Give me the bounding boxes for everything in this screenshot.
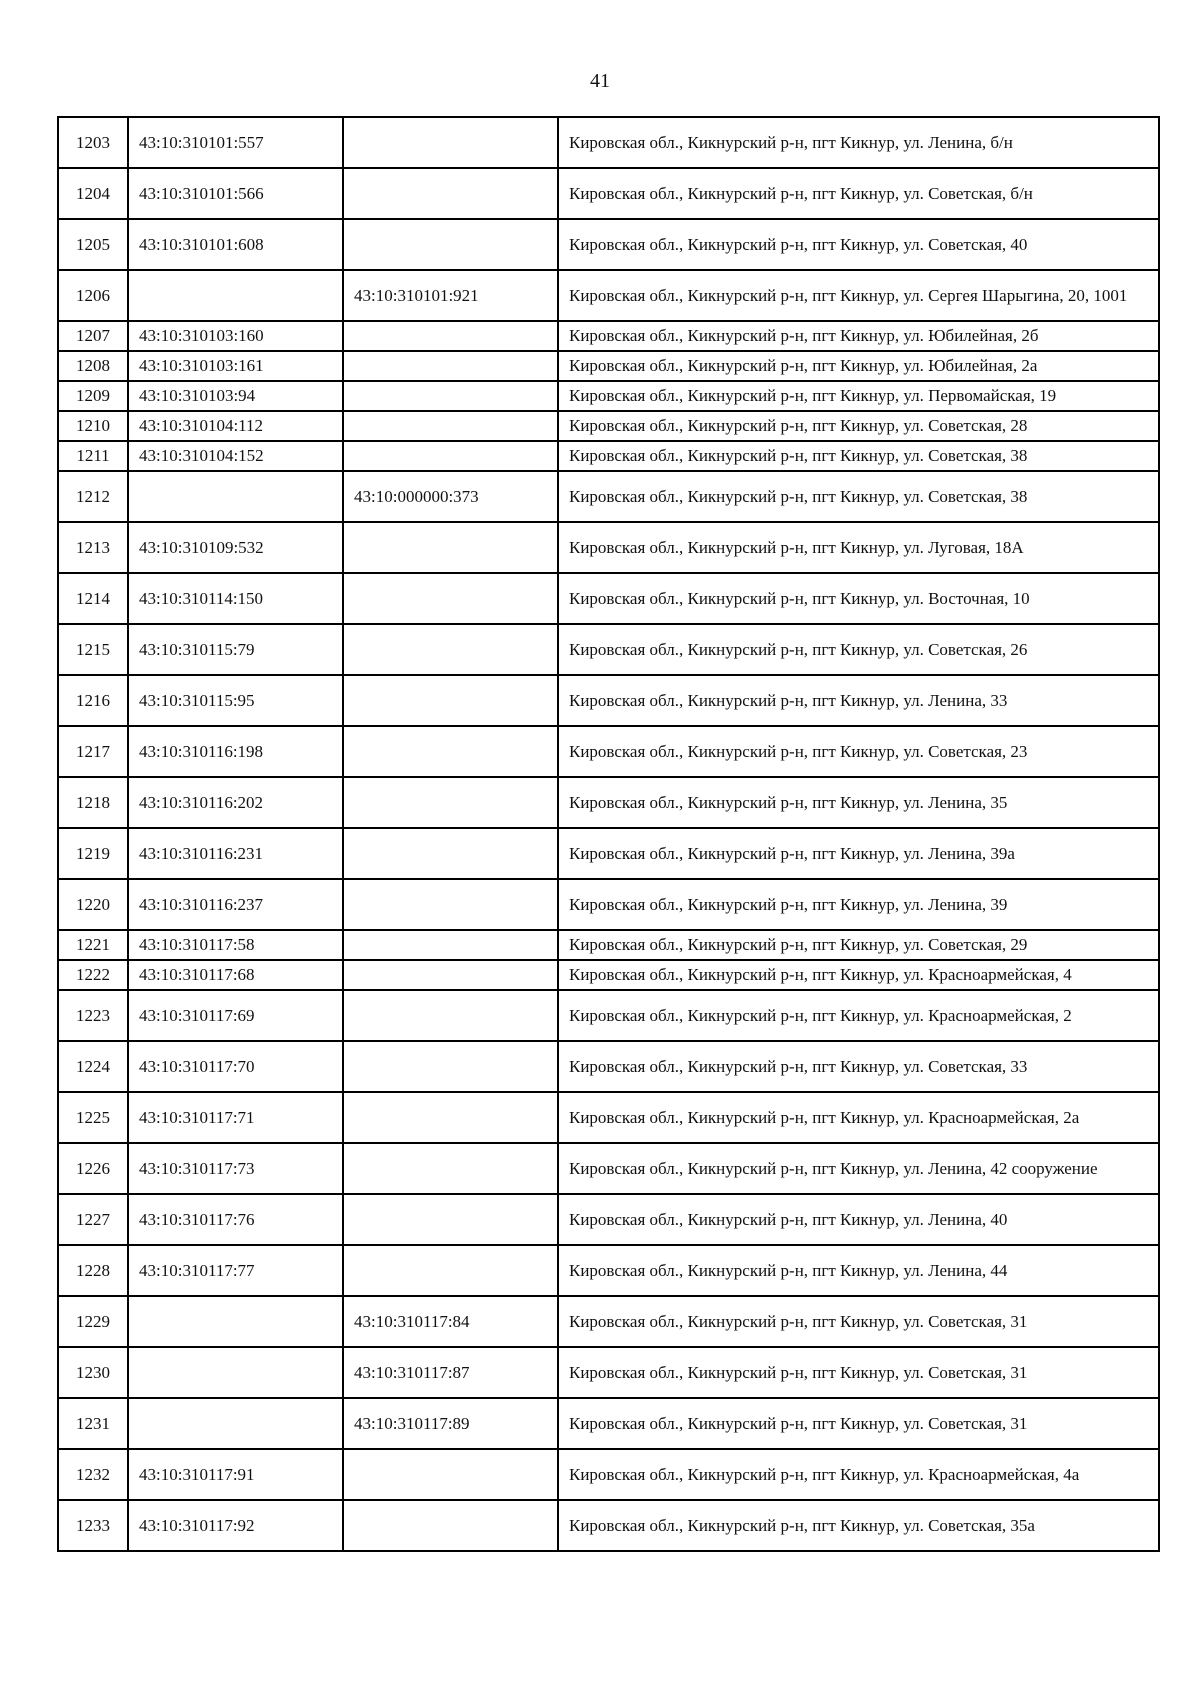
row-number-cell: 1215 xyxy=(58,624,128,675)
row-number-cell: 1213 xyxy=(58,522,128,573)
table-row xyxy=(58,411,1159,441)
related-cadastral-number-cell xyxy=(343,117,558,168)
address-cell: Кировская обл., Кикнурский р-н, пгт Кикнур, ул. Ленина, 39а xyxy=(558,828,1159,879)
row-number-cell: 1208 xyxy=(58,351,128,381)
cadastral-number-cell: 43:10:310116:202 xyxy=(128,777,343,828)
cadastral-number-cell: 43:10:310115:79 xyxy=(128,624,343,675)
cadastral-number-cell: 43:10:310101:566 xyxy=(128,168,343,219)
related-cadastral-number-cell: 43:10:310117:89 xyxy=(343,1398,558,1449)
address-cell: Кировская обл., Кикнурский р-н, пгт Кикнур, ул. Красноармейская, 4а xyxy=(558,1449,1159,1500)
row-number-cell: 1221 xyxy=(58,930,128,960)
related-cadastral-number-cell xyxy=(343,219,558,270)
address-cell: Кировская обл., Кикнурский р-н, пгт Кикнур, ул. Ленина, 39 xyxy=(558,879,1159,930)
related-cadastral-number-cell xyxy=(343,441,558,471)
related-cadastral-number-cell xyxy=(343,879,558,930)
table-row xyxy=(58,726,1159,777)
row-number-cell: 1225 xyxy=(58,1092,128,1143)
related-cadastral-number-cell xyxy=(343,777,558,828)
related-cadastral-number-cell xyxy=(343,321,558,351)
address-cell: Кировская обл., Кикнурский р-н, пгт Кикнур, ул. Луговая, 18А xyxy=(558,522,1159,573)
related-cadastral-number-cell xyxy=(343,930,558,960)
cadastral-number-cell: 43:10:310117:58 xyxy=(128,930,343,960)
related-cadastral-number-cell xyxy=(343,1500,558,1551)
table-row xyxy=(58,1194,1159,1245)
row-number-cell: 1228 xyxy=(58,1245,128,1296)
table-row xyxy=(58,522,1159,573)
related-cadastral-number-cell xyxy=(343,381,558,411)
related-cadastral-number-cell xyxy=(343,1143,558,1194)
table-row xyxy=(58,219,1159,270)
row-number-cell: 1229 xyxy=(58,1296,128,1347)
cadastral-number-cell: 43:10:310116:237 xyxy=(128,879,343,930)
related-cadastral-number-cell xyxy=(343,1245,558,1296)
related-cadastral-number-cell xyxy=(343,675,558,726)
address-cell: Кировская обл., Кикнурский р-н, пгт Кикнур, ул. Красноармейская, 2 xyxy=(558,990,1159,1041)
table-row xyxy=(58,1092,1159,1143)
address-cell: Кировская обл., Кикнурский р-н, пгт Кикнур, ул. Ленина, 33 xyxy=(558,675,1159,726)
related-cadastral-number-cell xyxy=(343,960,558,990)
cadastral-number-cell: 43:10:310117:73 xyxy=(128,1143,343,1194)
row-number-cell: 1219 xyxy=(58,828,128,879)
row-number-cell: 1233 xyxy=(58,1500,128,1551)
row-number-cell: 1223 xyxy=(58,990,128,1041)
row-number-cell: 1227 xyxy=(58,1194,128,1245)
address-cell: Кировская обл., Кикнурский р-н, пгт Кикнур, ул. Советская, 26 xyxy=(558,624,1159,675)
table-row xyxy=(58,117,1159,168)
cadastral-number-cell: 43:10:310116:198 xyxy=(128,726,343,777)
row-number-cell: 1232 xyxy=(58,1449,128,1500)
table-row xyxy=(58,1347,1159,1398)
table-row xyxy=(58,270,1159,321)
row-number-cell: 1207 xyxy=(58,321,128,351)
address-cell: Кировская обл., Кикнурский р-н, пгт Кикнур, ул. Советская, 38 xyxy=(558,471,1159,522)
row-number-cell: 1203 xyxy=(58,117,128,168)
table-row xyxy=(58,1041,1159,1092)
address-cell: Кировская обл., Кикнурский р-н, пгт Кикнур, ул. Сергея Шарыгина, 20, 1001 xyxy=(558,270,1159,321)
related-cadastral-number-cell xyxy=(343,351,558,381)
row-number-cell: 1231 xyxy=(58,1398,128,1449)
cadastral-number-cell xyxy=(128,1398,343,1449)
cadastral-number-cell: 43:10:310103:161 xyxy=(128,351,343,381)
address-cell: Кировская обл., Кикнурский р-н, пгт Кикнур, ул. Советская, 38 xyxy=(558,441,1159,471)
address-cell: Кировская обл., Кикнурский р-н, пгт Кикнур, ул. Советская, 33 xyxy=(558,1041,1159,1092)
cadastral-number-cell: 43:10:310103:94 xyxy=(128,381,343,411)
related-cadastral-number-cell: 43:10:000000:373 xyxy=(343,471,558,522)
table-row xyxy=(58,624,1159,675)
cadastral-number-cell: 43:10:310101:608 xyxy=(128,219,343,270)
address-cell: Кировская обл., Кикнурский р-н, пгт Кикнур, ул. Советская, 31 xyxy=(558,1296,1159,1347)
table-body xyxy=(58,117,1159,1551)
cadastral-number-cell: 43:10:310117:69 xyxy=(128,990,343,1041)
table-row xyxy=(58,930,1159,960)
related-cadastral-number-cell xyxy=(343,624,558,675)
property-table xyxy=(57,116,1160,1552)
row-number-cell: 1214 xyxy=(58,573,128,624)
related-cadastral-number-cell xyxy=(343,1092,558,1143)
address-cell: Кировская обл., Кикнурский р-н, пгт Кикнур, ул. Советская, 28 xyxy=(558,411,1159,441)
cadastral-number-cell xyxy=(128,1347,343,1398)
address-cell: Кировская обл., Кикнурский р-н, пгт Кикнур, ул. Ленина, 42 сооружение xyxy=(558,1143,1159,1194)
related-cadastral-number-cell: 43:10:310117:84 xyxy=(343,1296,558,1347)
row-number-cell: 1217 xyxy=(58,726,128,777)
table-row xyxy=(58,1398,1159,1449)
row-number-cell: 1211 xyxy=(58,441,128,471)
table-row xyxy=(58,168,1159,219)
address-cell: Кировская обл., Кикнурский р-н, пгт Кикнур, ул. Советская, 31 xyxy=(558,1347,1159,1398)
address-cell: Кировская обл., Кикнурский р-н, пгт Кикнур, ул. Ленина, 44 xyxy=(558,1245,1159,1296)
address-cell: Кировская обл., Кикнурский р-н, пгт Кикнур, ул. Ленина, б/н xyxy=(558,117,1159,168)
cadastral-number-cell xyxy=(128,1296,343,1347)
row-number-cell: 1224 xyxy=(58,1041,128,1092)
table-row xyxy=(58,990,1159,1041)
related-cadastral-number-cell xyxy=(343,1041,558,1092)
address-cell: Кировская обл., Кикнурский р-н, пгт Кикнур, ул. Советская, 29 xyxy=(558,930,1159,960)
cadastral-number-cell: 43:10:310117:92 xyxy=(128,1500,343,1551)
table-row xyxy=(58,1500,1159,1551)
address-cell: Кировская обл., Кикнурский р-н, пгт Кикнур, ул. Первомайская, 19 xyxy=(558,381,1159,411)
related-cadastral-number-cell xyxy=(343,726,558,777)
row-number-cell: 1218 xyxy=(58,777,128,828)
related-cadastral-number-cell xyxy=(343,411,558,441)
cadastral-number-cell: 43:10:310109:532 xyxy=(128,522,343,573)
cadastral-number-cell: 43:10:310117:68 xyxy=(128,960,343,990)
table-row xyxy=(58,321,1159,351)
address-cell: Кировская обл., Кикнурский р-н, пгт Кикнур, ул. Красноармейская, 2а xyxy=(558,1092,1159,1143)
row-number-cell: 1209 xyxy=(58,381,128,411)
cadastral-number-cell: 43:10:310117:77 xyxy=(128,1245,343,1296)
table-row xyxy=(58,828,1159,879)
cadastral-number-cell: 43:10:310104:152 xyxy=(128,441,343,471)
related-cadastral-number-cell xyxy=(343,1449,558,1500)
table-row xyxy=(58,1143,1159,1194)
address-cell: Кировская обл., Кикнурский р-н, пгт Кикнур, ул. Ленина, 35 xyxy=(558,777,1159,828)
related-cadastral-number-cell xyxy=(343,828,558,879)
address-cell: Кировская обл., Кикнурский р-н, пгт Кикнур, ул. Советская, 23 xyxy=(558,726,1159,777)
row-number-cell: 1206 xyxy=(58,270,128,321)
cadastral-number-cell: 43:10:310101:557 xyxy=(128,117,343,168)
table-row xyxy=(58,1296,1159,1347)
row-number-cell: 1204 xyxy=(58,168,128,219)
table-row xyxy=(58,573,1159,624)
cadastral-number-cell: 43:10:310115:95 xyxy=(128,675,343,726)
related-cadastral-number-cell xyxy=(343,522,558,573)
cadastral-number-cell: 43:10:310117:76 xyxy=(128,1194,343,1245)
table-row xyxy=(58,441,1159,471)
table-row xyxy=(58,1245,1159,1296)
address-cell: Кировская обл., Кикнурский р-н, пгт Кикнур, ул. Восточная, 10 xyxy=(558,573,1159,624)
address-cell: Кировская обл., Кикнурский р-н, пгт Кикнур, ул. Советская, б/н xyxy=(558,168,1159,219)
cadastral-number-cell xyxy=(128,471,343,522)
table-row xyxy=(58,381,1159,411)
address-cell: Кировская обл., Кикнурский р-н, пгт Кикнур, ул. Советская, 31 xyxy=(558,1398,1159,1449)
related-cadastral-number-cell: 43:10:310101:921 xyxy=(343,270,558,321)
table-row xyxy=(58,879,1159,930)
address-cell: Кировская обл., Кикнурский р-н, пгт Кикнур, ул. Юбилейная, 2а xyxy=(558,351,1159,381)
table-row xyxy=(58,777,1159,828)
cadastral-number-cell: 43:10:310117:91 xyxy=(128,1449,343,1500)
table-row xyxy=(58,471,1159,522)
cadastral-number-cell: 43:10:310104:112 xyxy=(128,411,343,441)
related-cadastral-number-cell xyxy=(343,990,558,1041)
cadastral-number-cell: 43:10:310103:160 xyxy=(128,321,343,351)
table-row xyxy=(58,351,1159,381)
cadastral-number-cell xyxy=(128,270,343,321)
cadastral-number-cell: 43:10:310117:70 xyxy=(128,1041,343,1092)
row-number-cell: 1210 xyxy=(58,411,128,441)
related-cadastral-number-cell xyxy=(343,168,558,219)
address-cell: Кировская обл., Кикнурский р-н, пгт Кикнур, ул. Ленина, 40 xyxy=(558,1194,1159,1245)
row-number-cell: 1226 xyxy=(58,1143,128,1194)
row-number-cell: 1230 xyxy=(58,1347,128,1398)
address-cell: Кировская обл., Кикнурский р-н, пгт Кикнур, ул. Красноармейская, 4 xyxy=(558,960,1159,990)
row-number-cell: 1212 xyxy=(58,471,128,522)
address-cell: Кировская обл., Кикнурский р-н, пгт Кикнур, ул. Советская, 35а xyxy=(558,1500,1159,1551)
address-cell: Кировская обл., Кикнурский р-н, пгт Кикнур, ул. Юбилейная, 2б xyxy=(558,321,1159,351)
row-number-cell: 1222 xyxy=(58,960,128,990)
related-cadastral-number-cell xyxy=(343,573,558,624)
cadastral-number-cell: 43:10:310116:231 xyxy=(128,828,343,879)
table-row xyxy=(58,675,1159,726)
table-row xyxy=(58,960,1159,990)
cadastral-number-cell: 43:10:310117:71 xyxy=(128,1092,343,1143)
cadastral-number-cell: 43:10:310114:150 xyxy=(128,573,343,624)
row-number-cell: 1216 xyxy=(58,675,128,726)
row-number-cell: 1205 xyxy=(58,219,128,270)
table-row xyxy=(58,1449,1159,1500)
page-number: 41 xyxy=(590,70,610,92)
related-cadastral-number-cell xyxy=(343,1194,558,1245)
address-cell: Кировская обл., Кикнурский р-н, пгт Кикнур, ул. Советская, 40 xyxy=(558,219,1159,270)
row-number-cell: 1220 xyxy=(58,879,128,930)
related-cadastral-number-cell: 43:10:310117:87 xyxy=(343,1347,558,1398)
